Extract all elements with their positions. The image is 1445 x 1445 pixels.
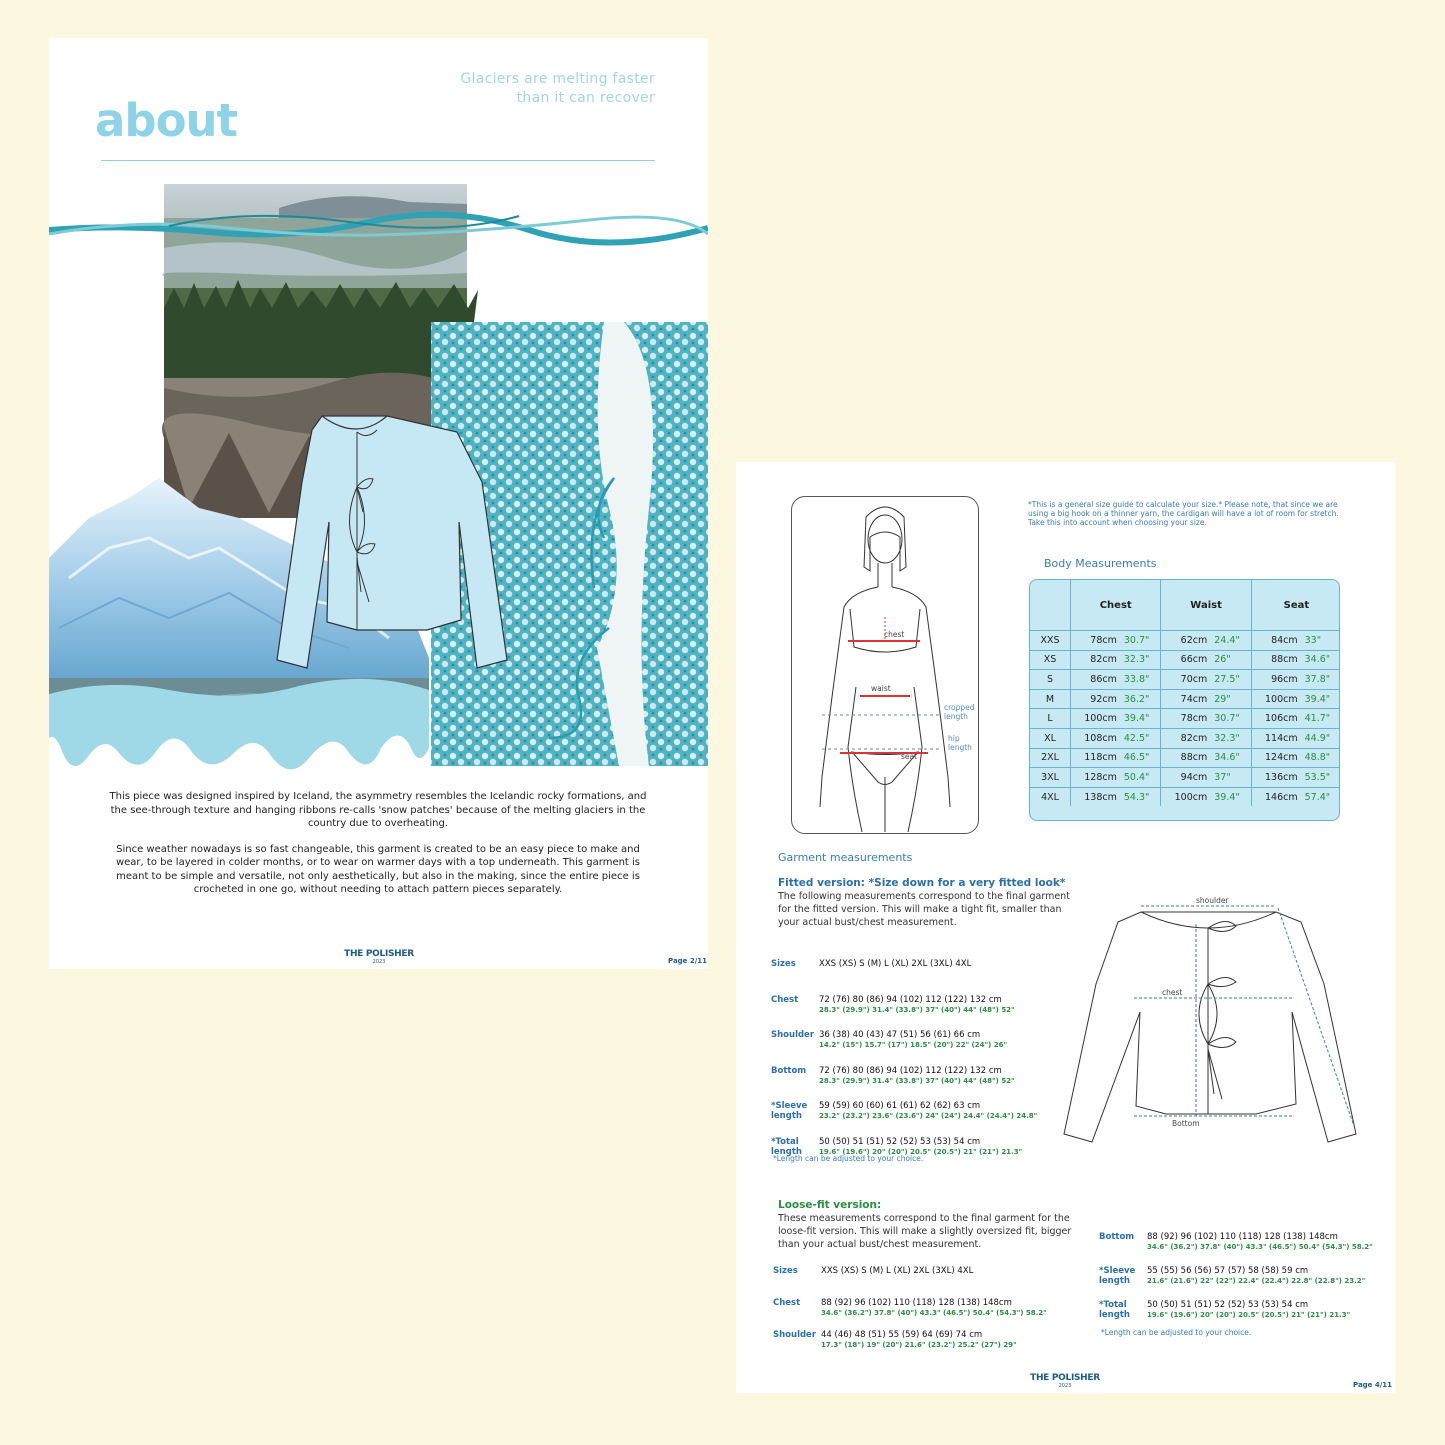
waist-cm-cell: 70cm [1161, 670, 1210, 690]
figure-label-seat: seat [901, 752, 918, 761]
table-header-row [1030, 580, 1340, 631]
measurement-cm-values: XXS (XS) S (M) L (XL) 2XL (3XL) 4XL [819, 959, 972, 969]
measurement-label: *Sleeve length [771, 1101, 808, 1121]
cardigan-diagram [1056, 894, 1376, 1144]
measurement-cm-values: 50 (50) 51 (51) 52 (52) 53 (53) 54 cm [1147, 1300, 1309, 1310]
waist-in-cell: 24.4" [1210, 631, 1251, 651]
size-cell: L [1030, 709, 1071, 729]
waist-cm-cell: 94cm [1161, 768, 1210, 788]
measurement-inch-values: 17.3" (18") 19" (20") 21.6" (23.2") 25.2" (27") 29" [821, 1341, 1017, 1349]
measurement-inch-values: 34.6" (36.2") 37.8" (40") 43.3" (46.5") 50.4" (54.3") 58.2" [821, 1309, 1047, 1317]
size-cell: 4XL [1030, 787, 1071, 806]
measurement-inch-values: 19.6" (19.6") 20" (20") 20.5" (20.5") 21" (21") 21.3" [819, 1147, 1023, 1156]
seat-in-cell: 44.9" [1301, 728, 1340, 748]
seat-in-cell: 57.4" [1301, 787, 1340, 806]
table-row [1030, 670, 1340, 690]
table-row [1030, 768, 1340, 788]
waist-in-cell: 37" [1210, 768, 1251, 788]
chest-in-cell: 39.4" [1120, 709, 1161, 729]
about-body-text [101, 790, 655, 909]
waist-cm-cell: 62cm [1161, 631, 1210, 651]
chest-cm-cell: 108cm [1071, 728, 1120, 748]
loose-lead: Loose-fit version: [778, 1199, 882, 1211]
seat-cm-cell: 88cm [1251, 650, 1300, 670]
measurement-inch-values: 28.3" (29.9") 31.4" (33.8") 37" (40") 44" (48") 52" [819, 1005, 1015, 1014]
measurement-inch-values: 21.6" (21.6") 22" (22") 22.4" (22.4") 22.8" (22.8") 23.2" [1147, 1277, 1366, 1285]
seat-cm-cell: 96cm [1251, 670, 1300, 690]
chest-in-cell: 33.8" [1120, 670, 1161, 690]
chest-in-cell: 54.3" [1120, 787, 1161, 806]
figure-label-cropped-length-word: length [944, 712, 968, 721]
figure-label-hip-length-word: length [948, 743, 972, 752]
waist-cm-cell: 100cm [1161, 787, 1210, 806]
table-header-size [1030, 580, 1071, 631]
diagram-label-shoulder: shoulder [1196, 896, 1229, 905]
fitted-description: The following measurements correspond to the final garment for the fitted version. This will make a tight fit, smaller than your actual bust/chest measurement. [778, 891, 1070, 928]
seat-in-cell: 41.7" [1301, 709, 1340, 729]
size-guide-note: *This is a general size guide to calculate your size.* Please note, that since we are using a big hook on a thinner yarn, the cardigan will have a lot of room for stretch. Take this into account when choosing your size. [1028, 500, 1339, 527]
chest-in-cell: 32.3" [1120, 650, 1161, 670]
tagline [460, 70, 655, 108]
table-row [1030, 631, 1340, 651]
seat-cm-cell: 114cm [1251, 728, 1300, 748]
measurement-label: Shoulder [773, 1330, 817, 1340]
logo-year: 2023 [1058, 1383, 1072, 1389]
measurement-cm-values: 55 (55) 56 (56) 57 (57) 58 (58) 59 cm [1147, 1266, 1309, 1276]
waist-in-cell: 30.7" [1210, 709, 1251, 729]
measurement-cm-values: 36 (38) 40 (43) 47 (51) 56 (61) 66 cm [819, 1030, 981, 1040]
table-row [1030, 689, 1340, 709]
measurement-label: Sizes [771, 959, 796, 969]
measurement-label: Chest [771, 994, 799, 1005]
logo-name: THE POLISHER [344, 949, 414, 959]
chest-cm-cell: 86cm [1071, 670, 1120, 690]
about-paragraph-1: This piece was designed inspired by Iceland, the asymmetry resembles the Icelandic rocky formations, and the see-through texture and hanging ribbons re-calls 'snow patches' because of the melting glaciers in the country due to overheating. [109, 791, 647, 829]
table-row [1030, 787, 1340, 806]
tagline-line-1: Glaciers are melting faster [460, 71, 655, 87]
seat-cm-cell: 84cm [1251, 631, 1300, 651]
measurement-label: Sizes [773, 1266, 798, 1276]
waist-in-cell: 34.6" [1210, 748, 1251, 768]
measurement-label: *Sleeve length [1099, 1266, 1136, 1286]
measurement-row [773, 1330, 1073, 1354]
chest-cm-cell: 118cm [1071, 748, 1120, 768]
seat-in-cell: 37.8" [1301, 670, 1340, 690]
measurement-cm-values: 59 (59) 60 (60) 61 (61) 62 (62) 63 cm [819, 1101, 981, 1111]
measurement-row [773, 1298, 1073, 1322]
chest-in-cell: 50.4" [1120, 768, 1161, 788]
chest-in-cell: 42.5" [1120, 728, 1161, 748]
page-number: Page 4/11 [1353, 1381, 1393, 1389]
fitted-footnote: *Length can be adjusted to your choice. [773, 1154, 924, 1163]
seat-in-cell: 48.8" [1301, 748, 1340, 768]
logo-year: 2023 [372, 959, 386, 965]
seat-cm-cell: 106cm [1251, 709, 1300, 729]
table-header-seat: Seat [1251, 580, 1340, 631]
seat-in-cell: 39.4" [1301, 689, 1340, 709]
measurement-inch-values: 34.6" (36.2") 37.8" (40") 43.3" (46.5") 50.4" (54.3") 58.2" [1147, 1243, 1373, 1251]
waist-cm-cell: 82cm [1161, 728, 1210, 748]
measurement-inch-values: 19.6" (19.6") 20" (20") 20.5" (20.5") 21" (21") 21.3" [1147, 1311, 1351, 1319]
loose-footnote: *Length can be adjusted to your choice. [1101, 1328, 1252, 1337]
measurement-label: Bottom [1099, 1232, 1135, 1242]
page-about [49, 38, 708, 969]
waist-in-cell: 32.3" [1210, 728, 1251, 748]
diagram-label-bottom: Bottom [1172, 1119, 1200, 1128]
measurement-row [771, 1030, 1071, 1054]
measurement-label: *Total length [771, 1136, 802, 1157]
chest-cm-cell: 92cm [1071, 689, 1120, 709]
chest-cm-cell: 82cm [1071, 650, 1120, 670]
chest-in-cell: 36.2" [1120, 689, 1161, 709]
waist-in-cell: 39.4" [1210, 787, 1251, 806]
measurement-inch-values: 28.3" (29.9") 31.4" (33.8") 37" (40") 44" (48") 52" [819, 1076, 1015, 1085]
fitted-lead: Fitted version: *Size down for a very fitted look* [778, 877, 1066, 889]
seat-in-cell: 34.6" [1301, 650, 1340, 670]
waist-in-cell: 29" [1210, 689, 1251, 709]
size-cell: 2XL [1030, 748, 1071, 768]
body-measurements-heading: Body Measurements [1044, 557, 1157, 570]
table-header-waist: Waist [1161, 580, 1251, 631]
size-cell: S [1030, 670, 1071, 690]
figure-label-cropped: cropped [944, 703, 975, 712]
loose-description: These measurements correspond to the final garment for the loose-fit version. This will make a slightly oversized fit, bigger than your actual bust/chest measurement. [778, 1213, 1072, 1250]
body-figure-sketch [792, 497, 978, 833]
page-title: about [95, 94, 238, 147]
seat-cm-cell: 100cm [1251, 689, 1300, 709]
measurement-inch-values: 14.2" (15") 15.7" (17") 18.5" (20") 22" (24") 26" [819, 1041, 1008, 1049]
size-cell: XL [1030, 728, 1071, 748]
measurement-cm-values: XXS (XS) S (M) L (XL) 2XL (3XL) 4XL [821, 1266, 974, 1276]
fitted-intro [778, 877, 1078, 929]
seat-cm-cell: 136cm [1251, 768, 1300, 788]
seat-cm-cell: 124cm [1251, 748, 1300, 768]
chest-cm-cell: 78cm [1071, 631, 1120, 651]
waist-in-cell: 26" [1210, 650, 1251, 670]
size-cell: XXS [1030, 631, 1071, 651]
measurement-row [771, 1066, 1071, 1090]
chest-in-cell: 30.7" [1120, 631, 1161, 651]
page-size-guide [736, 462, 1395, 1393]
figure-label-hip: hip [948, 734, 960, 743]
measurement-row [1099, 1266, 1399, 1290]
diagram-label-chest: chest [1162, 988, 1183, 997]
measurement-cm-values: 72 (76) 80 (86) 94 (102) 112 (122) 132 cm [819, 994, 1002, 1005]
measurement-row [773, 1266, 1073, 1290]
measurement-inch-values: 23.2" (23.2") 23.6" (23.6") 24" (24") 24.4" (24.4") 24.8" [819, 1112, 1038, 1120]
measurement-cm-values: 72 (76) 80 (86) 94 (102) 112 (122) 132 cm [819, 1065, 1002, 1076]
chest-in-cell: 46.5" [1120, 748, 1161, 768]
measurement-label: Shoulder [771, 1030, 815, 1040]
figure-label-chest: chest [884, 630, 905, 639]
waist-cm-cell: 88cm [1161, 748, 1210, 768]
page-number: Page 2/11 [668, 957, 708, 965]
tagline-line-2: than it can recover [516, 90, 655, 106]
measurement-label: *Total length [1099, 1300, 1130, 1320]
measurement-row [1099, 1232, 1399, 1256]
waist-in-cell: 27.5" [1210, 670, 1251, 690]
measurement-cm-values: 50 (50) 51 (51) 52 (52) 53 (53) 54 cm [819, 1136, 981, 1147]
seat-in-cell: 33" [1301, 631, 1340, 651]
logo-name: THE POLISHER [1030, 1373, 1100, 1383]
size-cell: 3XL [1030, 768, 1071, 788]
brand-logo [329, 949, 429, 965]
measurement-row [771, 995, 1071, 1019]
chest-cm-cell: 138cm [1071, 787, 1120, 806]
loose-intro [778, 1199, 1078, 1251]
size-cell: XS [1030, 650, 1071, 670]
about-paragraph-2: Since weather nowadays is so fast changeable, this garment is created to be an easy piece to make and wear, to be layered in colder months, or to wear on warmer days with a top underneath. This garment is meant to be simple and versatile, not only aesthetically, but also in the making, since the entire piece is crocheted in one go, without needing to attach pattern pieces separately. [115, 843, 641, 895]
measurement-row [1099, 1300, 1399, 1324]
waist-cm-cell: 78cm [1161, 709, 1210, 729]
waist-cm-cell: 74cm [1161, 689, 1210, 709]
measurement-label: Chest [773, 1298, 801, 1308]
figure-label-waist: waist [871, 684, 891, 693]
figure-label-cropped-length [944, 703, 975, 721]
title-divider [101, 160, 655, 161]
table-row [1030, 650, 1340, 670]
table-header-chest: Chest [1071, 580, 1161, 631]
seat-in-cell: 53.5" [1301, 768, 1340, 788]
brand-logo [1015, 1373, 1115, 1389]
table-row [1030, 728, 1340, 748]
table-row [1030, 748, 1340, 768]
measurement-row [771, 959, 1071, 983]
measurement-label: Bottom [771, 1065, 807, 1076]
figure-label-hip-length [948, 734, 972, 752]
table-row [1030, 709, 1340, 729]
body-measurements-table [1029, 579, 1340, 821]
seat-cm-cell: 146cm [1251, 787, 1300, 806]
measurement-cm-values: 88 (92) 96 (102) 110 (118) 128 (138) 148cm [1147, 1232, 1338, 1242]
measurement-cm-values: 88 (92) 96 (102) 110 (118) 128 (138) 148cm [821, 1298, 1012, 1308]
waist-cm-cell: 66cm [1161, 650, 1210, 670]
measurement-cm-values: 44 (46) 48 (51) 55 (59) 64 (69) 74 cm [821, 1330, 983, 1340]
body-figure-frame [791, 496, 979, 834]
photo-collage [49, 178, 708, 798]
chest-cm-cell: 128cm [1071, 768, 1120, 788]
size-cell: M [1030, 689, 1071, 709]
chest-cm-cell: 100cm [1071, 709, 1120, 729]
measurement-row [771, 1101, 1071, 1125]
garment-measurements-heading: Garment measurements [778, 851, 913, 864]
